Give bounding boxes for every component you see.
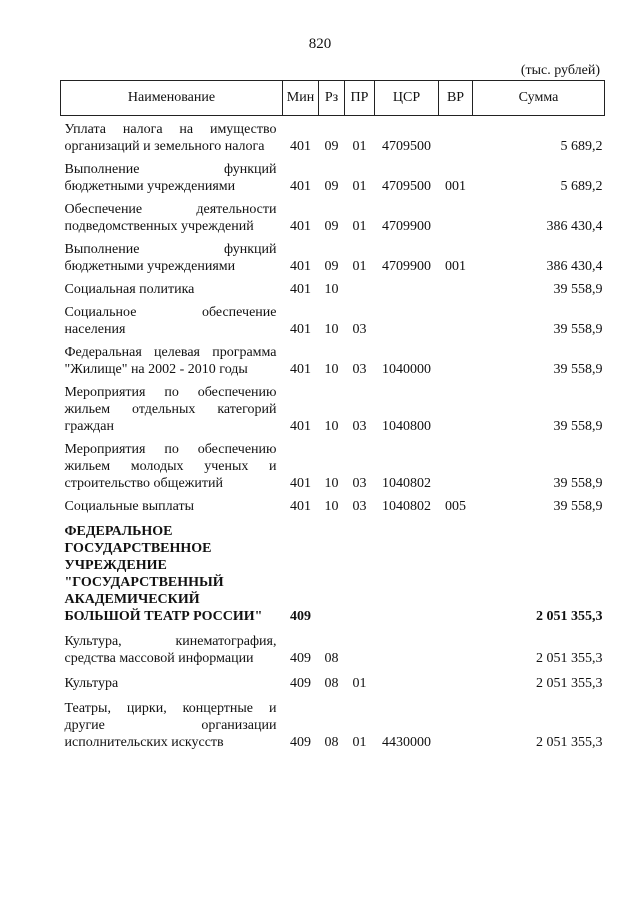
table-row: [61, 441, 605, 492]
row-min: 401: [290, 282, 311, 297]
table-row: [61, 304, 605, 338]
row-vr: [439, 675, 473, 692]
row-pr: 01: [352, 676, 367, 691]
row-name: Федеральная целевая программа "Жилище" на 2002 - 2010 годы: [64, 345, 277, 377]
row-pr: 03: [352, 476, 367, 491]
header-pr: ПР: [345, 81, 375, 116]
row-pr: 01: [352, 259, 367, 274]
row-vr: 001: [445, 259, 466, 274]
row-rz: 10: [324, 362, 339, 377]
row-pr: 03: [352, 322, 367, 337]
row-vr: 001: [445, 179, 466, 194]
row-rz: 10: [324, 476, 339, 491]
header-min: Мин: [283, 81, 319, 116]
row-min: 401: [290, 499, 311, 514]
row-vr: [439, 201, 473, 235]
row-csr: [375, 523, 439, 625]
row-rz: 10: [324, 322, 339, 337]
row-rz: 09: [324, 259, 339, 274]
table-row: [61, 281, 605, 298]
row-name: Мероприятия по обеспечению жильем отдельных категорий граждан: [64, 385, 277, 434]
row-rz: 09: [324, 219, 339, 234]
row-sum: 39 558,9: [553, 419, 603, 434]
row-csr: 1040800: [382, 419, 431, 434]
header-rz: Рз: [319, 81, 345, 116]
row-rz: 10: [324, 282, 339, 297]
row-sum: 2 051 355,3: [536, 676, 603, 691]
row-min: 401: [290, 322, 311, 337]
row-name: Выполнение функций бюджетными учреждениями: [64, 242, 277, 274]
row-name: ФЕДЕРАЛЬНОЕ ГОСУДАРСТВЕННОЕ УЧРЕЖДЕНИЕ "ГОСУДАРСТВЕННЫЙ АКАДЕМИЧЕСКИЙ БОЛЬШОЙ ТЕАТР РОССИИ": [64, 524, 263, 624]
row-vr: [439, 523, 473, 625]
row-pr: 03: [352, 419, 367, 434]
row-name: Культура: [64, 676, 119, 691]
row-min: 409: [290, 609, 311, 624]
header-sum: Сумма: [473, 81, 605, 116]
header-name: Наименование: [61, 81, 283, 116]
row-vr: [439, 281, 473, 298]
header-vr: ВР: [439, 81, 473, 116]
row-rz: 08: [324, 651, 339, 666]
row-csr: [375, 633, 439, 667]
table-body: [61, 116, 605, 752]
budget-table: [60, 80, 605, 751]
row-pr: 01: [352, 139, 367, 154]
row-sum: 386 430,4: [546, 219, 603, 234]
table-row: [61, 675, 605, 692]
row-name: Уплата налога на имущество организаций и земельного налога: [64, 122, 277, 154]
table-row: [61, 121, 605, 155]
row-min: 401: [290, 419, 311, 434]
row-csr: 4709900: [382, 219, 431, 234]
table-row: [61, 344, 605, 378]
row-sum: 5 689,2: [560, 179, 603, 194]
row-rz: 08: [324, 676, 339, 691]
row-vr: [439, 441, 473, 492]
table-row: [61, 241, 605, 275]
row-sum: 39 558,9: [553, 322, 603, 337]
row-pr: 01: [352, 179, 367, 194]
row-rz: 10: [324, 419, 339, 434]
table-header-row: [61, 81, 605, 116]
row-sum: 386 430,4: [546, 259, 603, 274]
row-rz: [319, 523, 345, 625]
row-pr: 01: [352, 735, 367, 750]
row-name: Обеспечение деятельности подведомственных учреждений: [64, 202, 277, 234]
row-csr: [375, 304, 439, 338]
table-row: [61, 201, 605, 235]
row-min: 409: [290, 651, 311, 666]
row-rz: 08: [324, 735, 339, 750]
row-csr: 4709900: [382, 259, 431, 274]
row-csr: 4709500: [382, 179, 431, 194]
row-pr: 03: [352, 499, 367, 514]
row-sum: 2 051 355,3: [536, 735, 603, 750]
row-vr: [439, 384, 473, 435]
row-rz: 10: [324, 499, 339, 514]
row-vr: [439, 633, 473, 667]
row-sum: 39 558,9: [553, 499, 603, 514]
row-sum: 2 051 355,3: [536, 651, 603, 666]
row-name: Социальные выплаты: [64, 499, 195, 514]
row-name: Социальная политика: [64, 282, 195, 297]
row-min: 401: [290, 139, 311, 154]
row-min: 409: [290, 735, 311, 750]
row-pr: 03: [352, 362, 367, 377]
row-csr: 1040802: [382, 476, 431, 491]
row-sum: 39 558,9: [553, 362, 603, 377]
row-pr: [345, 633, 375, 667]
row-min: 401: [290, 362, 311, 377]
row-name: Мероприятия по обеспечению жильем молодых ученых и строительство общежитий: [64, 442, 277, 491]
row-name: Театры, цирки, концертные и другие организации исполнительских искусств: [64, 701, 277, 750]
row-min: 401: [290, 259, 311, 274]
row-name: Социальное обеспечение населения: [64, 305, 277, 337]
row-sum: 39 558,9: [553, 476, 603, 491]
row-csr: 1040802: [382, 499, 431, 514]
row-rz: 09: [324, 179, 339, 194]
row-min: 401: [290, 179, 311, 194]
page-number: 820: [308, 36, 332, 52]
table-row: [61, 523, 605, 625]
header-csr: ЦСР: [375, 81, 439, 116]
row-sum: 2 051 355,3: [536, 609, 603, 624]
row-vr: [439, 121, 473, 155]
table-row: [61, 384, 605, 435]
row-sum: 5 689,2: [560, 139, 603, 154]
row-vr: [439, 344, 473, 378]
row-csr: 4430000: [382, 735, 431, 750]
row-sum: 39 558,9: [553, 282, 603, 297]
table-row: [61, 161, 605, 195]
row-csr: [375, 281, 439, 298]
row-min: 401: [290, 219, 311, 234]
row-csr: 1040000: [382, 362, 431, 377]
row-pr: [345, 281, 375, 298]
row-name: Выполнение функций бюджетными учреждениями: [64, 162, 277, 194]
table-row: [61, 633, 605, 667]
row-csr: [375, 675, 439, 692]
row-min: 409: [290, 676, 311, 691]
row-vr: 005: [445, 499, 466, 514]
units-label: (тыс. рублей): [520, 63, 600, 78]
table-row: [61, 498, 605, 515]
row-min: 401: [290, 476, 311, 491]
row-rz: 09: [324, 139, 339, 154]
row-pr: 01: [352, 219, 367, 234]
table-row: [61, 700, 605, 751]
row-vr: [439, 304, 473, 338]
row-csr: 4709500: [382, 139, 431, 154]
row-vr: [439, 700, 473, 751]
row-pr: [345, 523, 375, 625]
row-name: Культура, кинематография, средства массовой информации: [64, 634, 277, 666]
